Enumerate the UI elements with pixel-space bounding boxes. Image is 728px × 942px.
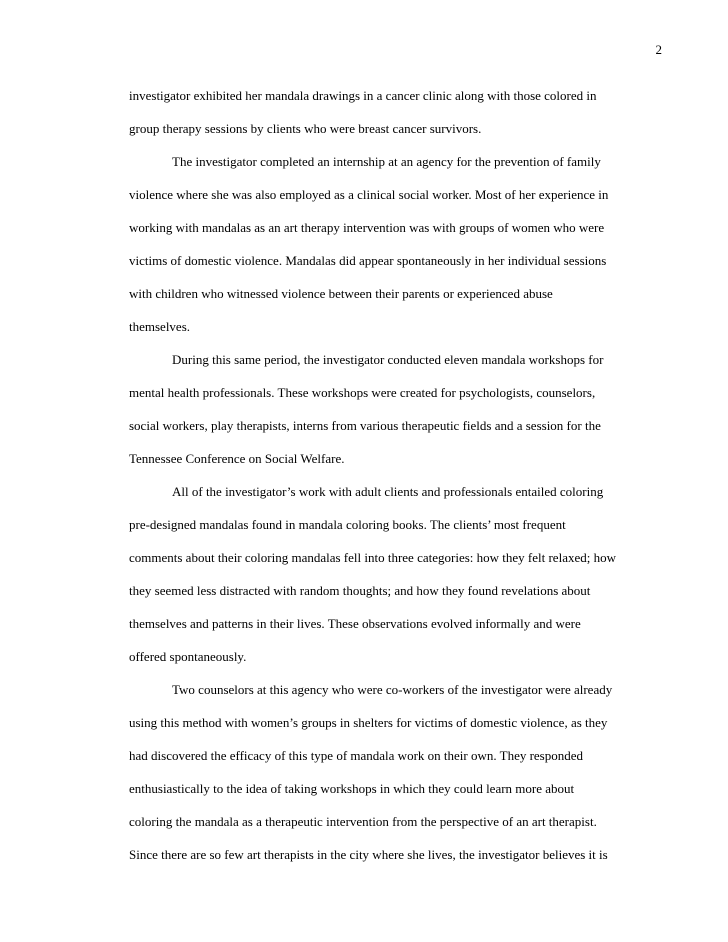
body-line: had discovered the efficacy of this type of mandala work on their own. They responded — [129, 748, 584, 763]
body-line: mental health professionals. These workshops were created for psychologists, counselors, — [129, 385, 596, 400]
body-line: using this method with women’s groups in shelters for victims of domestic violence, as they — [129, 715, 608, 730]
page-number: 2 — [655, 42, 662, 57]
body-line: pre-designed mandalas found in mandala coloring books. The clients’ most frequent — [129, 517, 566, 532]
body-line: victims of domestic violence. Mandalas did appear spontaneously in her individual sessions — [129, 253, 607, 268]
body-line: Tennessee Conference on Social Welfare. — [129, 451, 345, 466]
paragraph-first-line: All of the investigator’s work with adult clients and professionals entailed coloring — [172, 484, 604, 499]
body-line: social workers, play therapists, interns from various therapeutic fields and a session for the — [129, 418, 601, 433]
body-line: group therapy sessions by clients who were breast cancer survivors. — [129, 121, 482, 136]
body-line: they seemed less distracted with random thoughts; and how they found revelations about — [129, 583, 591, 598]
paragraph-first-line: During this same period, the investigator conducted eleven mandala workshops for — [172, 352, 604, 367]
body-line: themselves. — [129, 319, 191, 334]
body-line: working with mandalas as an art therapy intervention was with groups of women who were — [129, 220, 605, 235]
body-line: coloring the mandala as a therapeutic intervention from the perspective of an art therapist. — [129, 814, 597, 829]
body-line: comments about their coloring mandalas fell into three categories: how they felt relaxed; how — [129, 550, 616, 565]
body-line: themselves and patterns in their lives. These observations evolved informally and were — [129, 616, 581, 631]
body-line: investigator exhibited her mandala drawings in a cancer clinic along with those colored in — [129, 88, 597, 103]
body-line: violence where she was also employed as a clinical social worker. Most of her experience in — [129, 187, 609, 202]
body-line: enthusiastically to the idea of taking workshops in which they could learn more about — [129, 781, 575, 796]
body-line: Since there are so few art therapists in the city where she lives, the investigator believes it is — [129, 847, 608, 862]
paragraph-first-line: Two counselors at this agency who were co-workers of the investigator were already — [172, 682, 613, 697]
paragraph-first-line: The investigator completed an internship at an agency for the prevention of family — [172, 154, 601, 169]
body-line: offered spontaneously. — [129, 649, 247, 664]
body-line: with children who witnessed violence between their parents or experienced abuse — [129, 286, 553, 301]
